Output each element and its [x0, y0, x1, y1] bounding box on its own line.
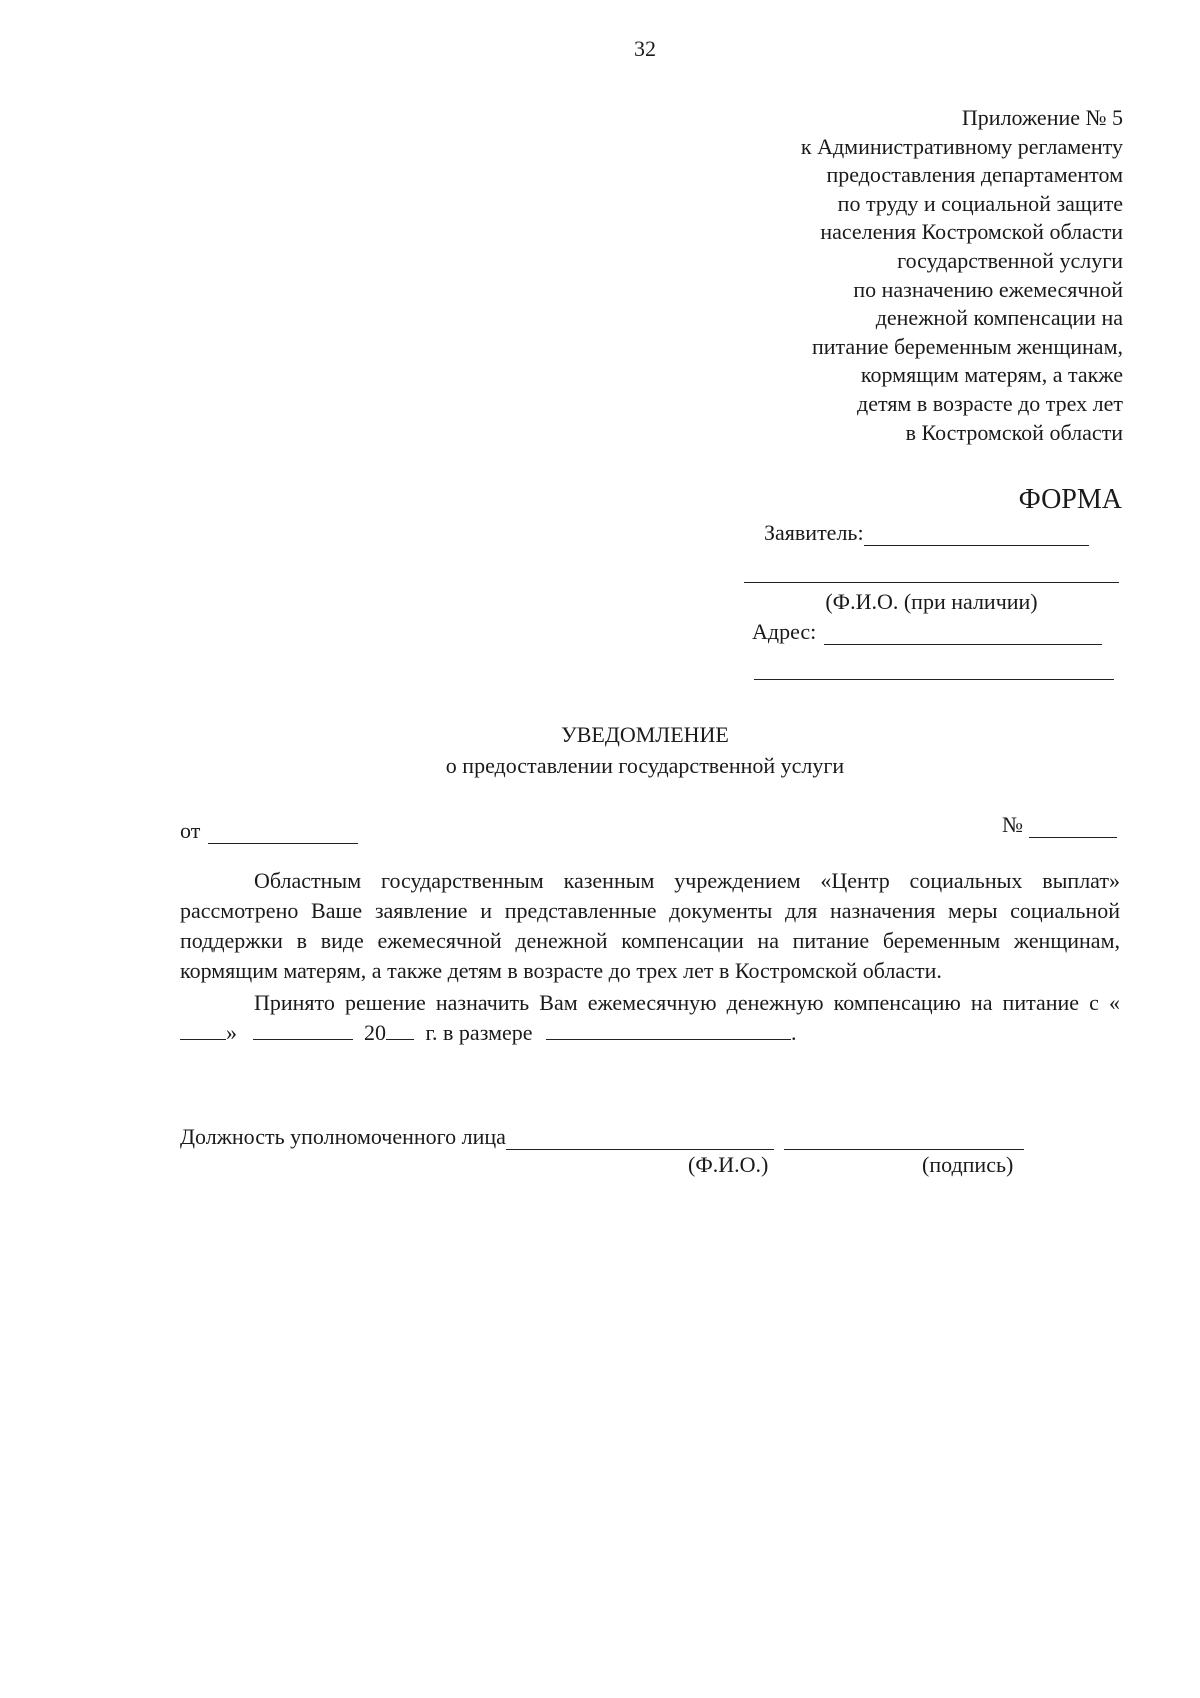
appendix-line: государственной услуги	[897, 247, 1123, 273]
body-paragraph-2-text: Принято решение назначить Вам ежемесячную денежную компенсацию на питание с «	[254, 990, 1120, 1015]
body-paragraph-1: Областным государственным казенным учреждением «Центр социальных выплат» рассмотрено Ваше заявление и представленные документы для назначения меры социальной поддержки в виде ежемесячной денежной компенсации на питание беременным женщинам, кормящим матерям, а также детям в возрасте до трех лет в Костромской области.	[180, 868, 1120, 983]
notice-subtitle: о предоставлении государственной услуги	[445, 753, 845, 778]
address-row	[744, 619, 1119, 645]
address-blank[interactable]	[824, 622, 1102, 645]
applicant-blank[interactable]	[864, 523, 1089, 546]
quote-close: »	[226, 1020, 237, 1045]
appendix-line: по труду и социальной защите	[837, 190, 1123, 216]
fio-hint: (Ф.И.О.)	[688, 1152, 769, 1177]
month-blank[interactable]	[253, 1021, 353, 1040]
appendix-line: к Административному регламенту	[800, 133, 1123, 159]
year-blank[interactable]	[386, 1021, 414, 1040]
signature-blank[interactable]	[784, 1127, 1024, 1150]
page-number: 32	[634, 36, 656, 61]
appendix-line: в Костромской области	[905, 419, 1123, 445]
appendix-line: по назначению ежемесячной	[853, 276, 1123, 302]
appendix-line: детям в возрасте до трех лет	[857, 390, 1123, 416]
date-label: от	[180, 818, 201, 843]
end-dot: .	[791, 1020, 797, 1045]
fio-note: (Ф.И.О. (при наличии)	[825, 589, 1038, 614]
address-blank-2[interactable]	[754, 657, 1114, 680]
number-label: №	[1002, 812, 1023, 837]
appendix-block	[801, 104, 1123, 447]
appendix-line: кормящим матерям, а также	[860, 362, 1123, 388]
sign-hint: (подпись)	[922, 1152, 1014, 1177]
applicant-blank-2[interactable]	[744, 560, 1119, 583]
appendix-line: питание беременным женщинам,	[812, 333, 1123, 359]
date-blank[interactable]	[208, 821, 358, 844]
number-row	[1002, 812, 1117, 838]
year-prefix: 20	[364, 1020, 386, 1045]
address-label: Адрес:	[752, 619, 817, 644]
signature-row	[180, 1124, 1024, 1150]
size-text: г. в размере	[425, 1020, 533, 1045]
day-blank[interactable]	[180, 1021, 226, 1040]
applicant-label: Заявитель:	[764, 520, 864, 545]
appendix-line: предоставления департаментом	[826, 162, 1123, 188]
appendix-line: населения Костромской области	[820, 219, 1123, 245]
body-paragraph-2	[180, 988, 1120, 1048]
date-row	[180, 818, 358, 844]
body-text	[180, 866, 1120, 1048]
notice-title: УВЕДОМЛЕНИЕ	[561, 722, 729, 747]
form-label: ФОРМА	[1018, 484, 1122, 515]
appendix-line: денежной компенсации на	[875, 305, 1123, 331]
applicant-block	[744, 520, 1119, 680]
appendix-line: Приложение № 5	[961, 105, 1123, 130]
fio-sign-blank[interactable]	[506, 1127, 774, 1150]
position-label: Должность уполномоченного лица	[180, 1124, 506, 1149]
applicant-row	[744, 520, 1119, 546]
number-blank[interactable]	[1029, 815, 1117, 838]
applicant-second-line	[744, 560, 1119, 583]
amount-blank[interactable]	[546, 1021, 791, 1040]
address-second-line	[744, 657, 1119, 680]
